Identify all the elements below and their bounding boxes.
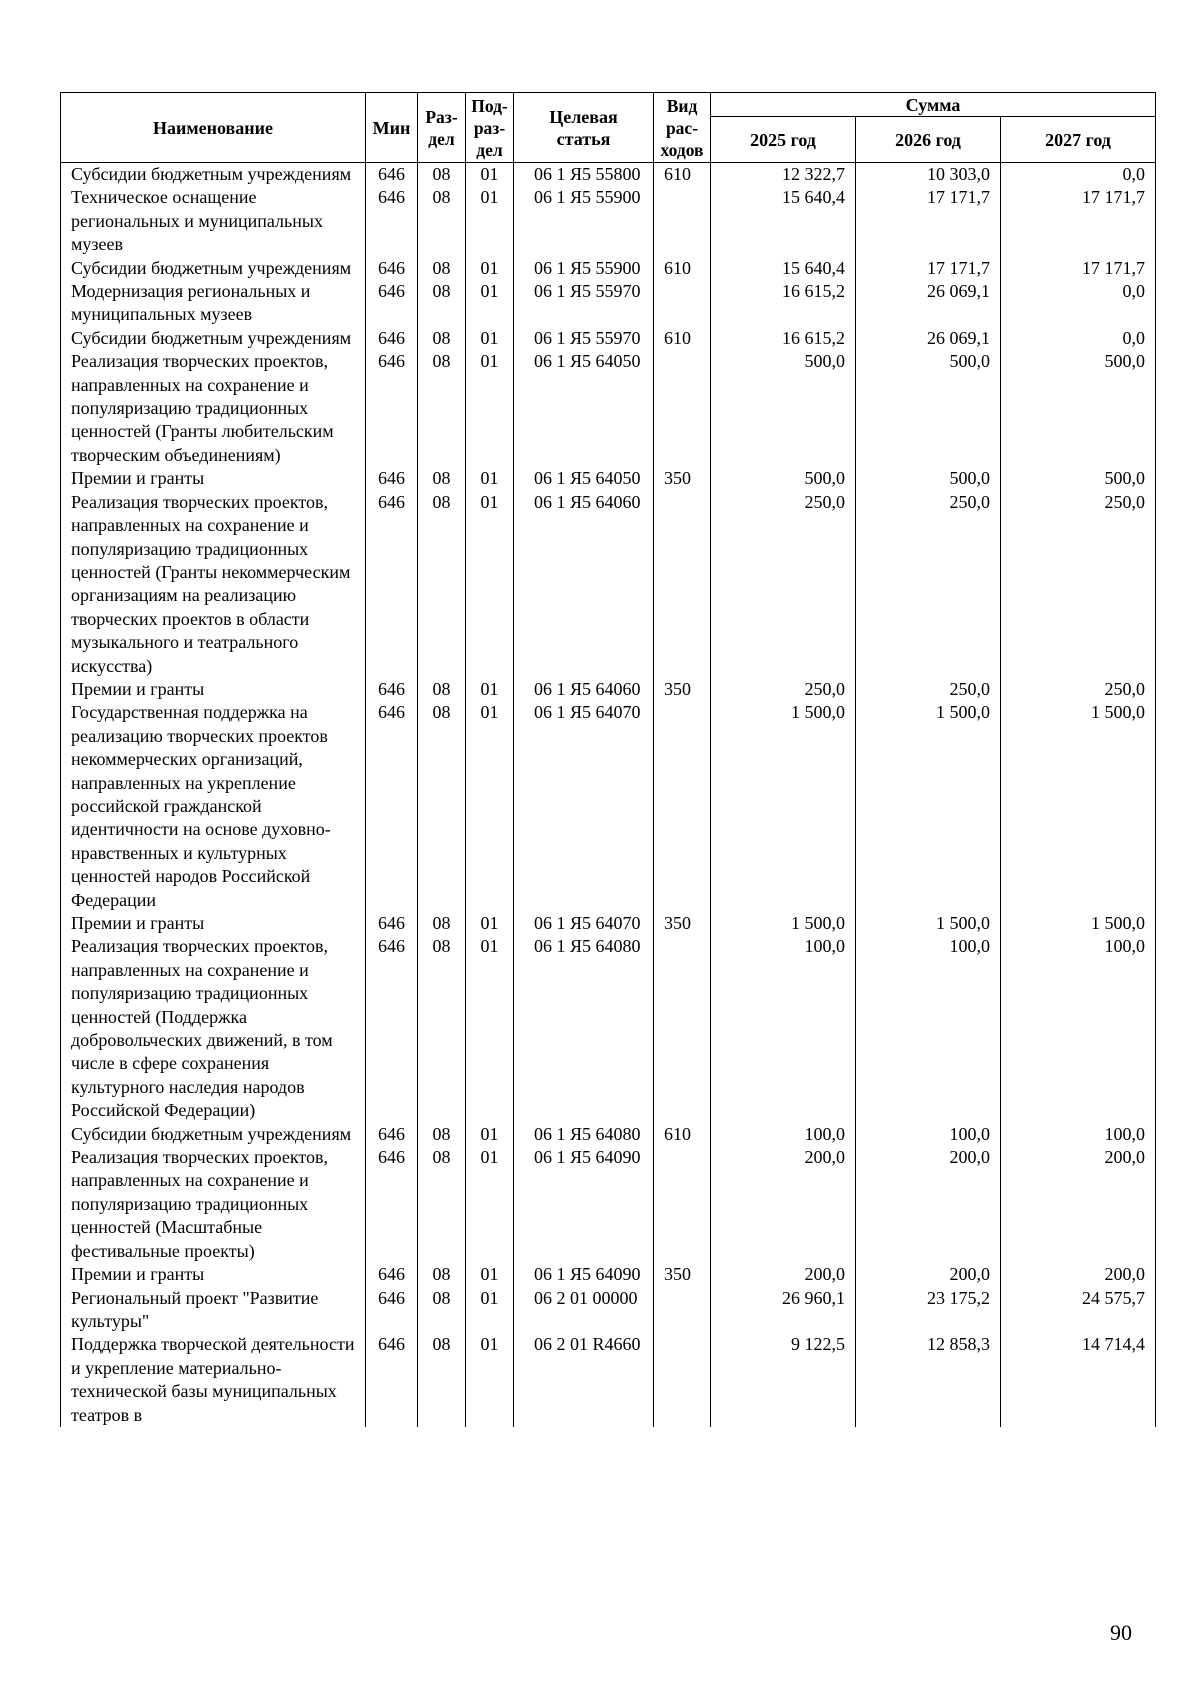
cell-2027: 250,0 xyxy=(1001,491,1156,678)
cell-2026: 1 500,0 xyxy=(856,701,1001,912)
cell-tselevaya-statya: 06 1 Я5 64050 xyxy=(514,350,654,467)
table-row xyxy=(61,186,1156,256)
table-row xyxy=(61,1146,1156,1263)
cell-2027: 200,0 xyxy=(1001,1263,1156,1286)
cell-2027: 17 171,7 xyxy=(1001,186,1156,256)
cell-podrazdel: 01 xyxy=(466,935,514,1122)
cell-podrazdel: 01 xyxy=(466,467,514,490)
table-row xyxy=(61,350,1156,467)
cell-tselevaya-statya: 06 1 Я5 64080 xyxy=(514,935,654,1122)
cell-min: 646 xyxy=(366,1263,418,1286)
table-row xyxy=(61,491,1156,678)
cell-2026: 10 303,0 xyxy=(856,163,1001,187)
cell-name: Государственная поддержка на реализацию творческих проектов некоммерческих организаций, направленных на укрепление российской гражданской идентичности на основе духовно-нравственных и культурных ценностей народов Российской Федерации xyxy=(61,701,366,912)
cell-2026: 250,0 xyxy=(856,491,1001,678)
cell-tselevaya-statya: 06 1 Я5 55900 xyxy=(514,257,654,280)
cell-2027: 100,0 xyxy=(1001,935,1156,1122)
table-row xyxy=(61,1123,1156,1146)
table-body xyxy=(61,163,1156,1427)
cell-2026: 23 175,2 xyxy=(856,1287,1001,1334)
cell-min: 646 xyxy=(366,935,418,1122)
cell-vid-rashodov: 350 xyxy=(654,1263,711,1286)
cell-vid-rashodov xyxy=(654,701,711,912)
cell-vid-rashodov xyxy=(654,1146,711,1263)
cell-2026: 12 858,3 xyxy=(856,1333,1001,1427)
cell-razdel: 08 xyxy=(418,678,466,701)
cell-min: 646 xyxy=(366,678,418,701)
cell-2026: 100,0 xyxy=(856,1123,1001,1146)
table-row xyxy=(61,257,1156,280)
cell-tselevaya-statya: 06 1 Я5 64080 xyxy=(514,1123,654,1146)
cell-vid-rashodov: 610 xyxy=(654,163,711,187)
cell-2026: 26 069,1 xyxy=(856,327,1001,350)
cell-2027: 200,0 xyxy=(1001,1146,1156,1263)
cell-name: Субсидии бюджетным учреждениям xyxy=(61,257,366,280)
table-row xyxy=(61,678,1156,701)
cell-razdel: 08 xyxy=(418,1287,466,1334)
table-row xyxy=(61,280,1156,327)
cell-2025: 16 615,2 xyxy=(711,327,856,350)
cell-min: 646 xyxy=(366,280,418,327)
header-tselevaya-statya: Целевая статья xyxy=(514,93,654,163)
cell-name: Техническое оснащение региональных и муниципальных музеев xyxy=(61,186,366,256)
cell-vid-rashodov: 610 xyxy=(654,327,711,350)
cell-razdel: 08 xyxy=(418,701,466,912)
cell-min: 646 xyxy=(366,912,418,935)
cell-razdel: 08 xyxy=(418,491,466,678)
cell-2027: 17 171,7 xyxy=(1001,257,1156,280)
cell-min: 646 xyxy=(366,1123,418,1146)
cell-2025: 15 640,4 xyxy=(711,257,856,280)
cell-tselevaya-statya: 06 1 Я5 55970 xyxy=(514,280,654,327)
cell-razdel: 08 xyxy=(418,280,466,327)
document-page xyxy=(60,92,1155,1427)
cell-podrazdel: 01 xyxy=(466,912,514,935)
cell-name: Региональный проект "Развитие культуры" xyxy=(61,1287,366,1334)
cell-min: 646 xyxy=(366,327,418,350)
cell-vid-rashodov xyxy=(654,935,711,1122)
cell-name: Реализация творческих проектов, направленных на сохранение и популяризацию традиционных ценностей (Поддержка добровольческих движений, в том числе в сфере сохранения культурного наследия народов Российской Федерации) xyxy=(61,935,366,1122)
cell-2025: 500,0 xyxy=(711,467,856,490)
cell-podrazdel: 01 xyxy=(466,678,514,701)
cell-podrazdel: 01 xyxy=(466,491,514,678)
cell-vid-rashodov: 350 xyxy=(654,912,711,935)
cell-2025: 500,0 xyxy=(711,350,856,467)
cell-tselevaya-statya: 06 2 01 00000 xyxy=(514,1287,654,1334)
table-row xyxy=(61,1263,1156,1286)
cell-razdel: 08 xyxy=(418,1263,466,1286)
cell-min: 646 xyxy=(366,1333,418,1427)
cell-razdel: 08 xyxy=(418,163,466,187)
cell-name: Премии и гранты xyxy=(61,467,366,490)
cell-min: 646 xyxy=(366,467,418,490)
table-row xyxy=(61,912,1156,935)
header-vid-rashodov: Вид рас- ходов xyxy=(654,93,711,163)
header-name: Наименование xyxy=(61,93,366,163)
cell-podrazdel: 01 xyxy=(466,1287,514,1334)
cell-min: 646 xyxy=(366,701,418,912)
table-row xyxy=(61,1333,1156,1427)
cell-razdel: 08 xyxy=(418,1123,466,1146)
cell-name: Премии и гранты xyxy=(61,912,366,935)
cell-2027: 500,0 xyxy=(1001,350,1156,467)
cell-2027: 250,0 xyxy=(1001,678,1156,701)
cell-tselevaya-statya: 06 1 Я5 55970 xyxy=(514,327,654,350)
cell-name: Реализация творческих проектов, направленных на сохранение и популяризацию традиционных ценностей (Гранты любительским творческим объединениям) xyxy=(61,350,366,467)
cell-vid-rashodov: 610 xyxy=(654,1123,711,1146)
cell-2025: 200,0 xyxy=(711,1146,856,1263)
cell-2026: 500,0 xyxy=(856,467,1001,490)
header-podrazdel: Под- раз- дел xyxy=(466,93,514,163)
cell-2025: 100,0 xyxy=(711,935,856,1122)
cell-2027: 1 500,0 xyxy=(1001,912,1156,935)
cell-min: 646 xyxy=(366,1287,418,1334)
cell-2026: 200,0 xyxy=(856,1263,1001,1286)
cell-razdel: 08 xyxy=(418,257,466,280)
cell-razdel: 08 xyxy=(418,327,466,350)
cell-vid-rashodov xyxy=(654,491,711,678)
cell-2025: 15 640,4 xyxy=(711,186,856,256)
cell-razdel: 08 xyxy=(418,186,466,256)
cell-name: Субсидии бюджетным учреждениям xyxy=(61,327,366,350)
cell-2025: 16 615,2 xyxy=(711,280,856,327)
cell-name: Поддержка творческой деятельности и укрепление материально-технической базы муниципальных театров в xyxy=(61,1333,366,1427)
cell-2026: 26 069,1 xyxy=(856,280,1001,327)
cell-min: 646 xyxy=(366,257,418,280)
cell-min: 646 xyxy=(366,186,418,256)
cell-podrazdel: 01 xyxy=(466,280,514,327)
cell-2025: 26 960,1 xyxy=(711,1287,856,1334)
cell-name: Реализация творческих проектов, направленных на сохранение и популяризацию традиционных ценностей (Гранты некоммерческим организациям на реализацию творческих проектов в области музыкального и театрального искусства) xyxy=(61,491,366,678)
cell-min: 646 xyxy=(366,1146,418,1263)
cell-tselevaya-statya: 06 1 Я5 64060 xyxy=(514,491,654,678)
cell-2025: 12 322,7 xyxy=(711,163,856,187)
cell-2026: 17 171,7 xyxy=(856,186,1001,256)
cell-2027: 0,0 xyxy=(1001,327,1156,350)
cell-podrazdel: 01 xyxy=(466,1333,514,1427)
cell-podrazdel: 01 xyxy=(466,701,514,912)
cell-vid-rashodov xyxy=(654,350,711,467)
cell-2027: 100,0 xyxy=(1001,1123,1156,1146)
cell-2026: 250,0 xyxy=(856,678,1001,701)
cell-2025: 100,0 xyxy=(711,1123,856,1146)
cell-razdel: 08 xyxy=(418,912,466,935)
cell-podrazdel: 01 xyxy=(466,186,514,256)
cell-2026: 100,0 xyxy=(856,935,1001,1122)
cell-2026: 1 500,0 xyxy=(856,912,1001,935)
cell-min: 646 xyxy=(366,491,418,678)
cell-podrazdel: 01 xyxy=(466,1263,514,1286)
cell-2027: 24 575,7 xyxy=(1001,1287,1156,1334)
cell-podrazdel: 01 xyxy=(466,350,514,467)
header-summa: Сумма xyxy=(711,93,1156,117)
cell-tselevaya-statya: 06 1 Я5 64070 xyxy=(514,701,654,912)
cell-tselevaya-statya: 06 1 Я5 64070 xyxy=(514,912,654,935)
cell-tselevaya-statya: 06 1 Я5 55800 xyxy=(514,163,654,187)
cell-vid-rashodov: 610 xyxy=(654,257,711,280)
cell-name: Субсидии бюджетным учреждениям xyxy=(61,1123,366,1146)
cell-podrazdel: 01 xyxy=(466,327,514,350)
cell-2025: 1 500,0 xyxy=(711,701,856,912)
header-year-2027: 2027 год xyxy=(1001,117,1156,163)
cell-vid-rashodov xyxy=(654,280,711,327)
cell-podrazdel: 01 xyxy=(466,1146,514,1263)
cell-tselevaya-statya: 06 2 01 R4660 xyxy=(514,1333,654,1427)
cell-2025: 200,0 xyxy=(711,1263,856,1286)
cell-vid-rashodov xyxy=(654,1333,711,1427)
cell-podrazdel: 01 xyxy=(466,257,514,280)
table-row xyxy=(61,467,1156,490)
cell-tselevaya-statya: 06 1 Я5 64090 xyxy=(514,1263,654,1286)
table-row xyxy=(61,935,1156,1122)
cell-2027: 0,0 xyxy=(1001,163,1156,187)
cell-vid-rashodov: 350 xyxy=(654,678,711,701)
table-header xyxy=(61,93,1156,163)
cell-razdel: 08 xyxy=(418,1146,466,1263)
cell-razdel: 08 xyxy=(418,350,466,467)
cell-name: Реализация творческих проектов, направленных на сохранение и популяризацию традиционных ценностей (Масштабные фестивальные проекты) xyxy=(61,1146,366,1263)
table-row xyxy=(61,163,1156,187)
header-year-2026: 2026 год xyxy=(856,117,1001,163)
cell-name: Модернизация региональных и муниципальных музеев xyxy=(61,280,366,327)
cell-min: 646 xyxy=(366,350,418,467)
cell-min: 646 xyxy=(366,163,418,187)
cell-2025: 250,0 xyxy=(711,491,856,678)
header-razdel: Раз- дел xyxy=(418,93,466,163)
cell-2027: 0,0 xyxy=(1001,280,1156,327)
cell-2026: 17 171,7 xyxy=(856,257,1001,280)
cell-tselevaya-statya: 06 1 Я5 55900 xyxy=(514,186,654,256)
cell-razdel: 08 xyxy=(418,467,466,490)
cell-podrazdel: 01 xyxy=(466,1123,514,1146)
cell-tselevaya-statya: 06 1 Я5 64090 xyxy=(514,1146,654,1263)
cell-2025: 9 122,5 xyxy=(711,1333,856,1427)
cell-2025: 1 500,0 xyxy=(711,912,856,935)
cell-2026: 500,0 xyxy=(856,350,1001,467)
cell-2027: 14 714,4 xyxy=(1001,1333,1156,1427)
table-row xyxy=(61,701,1156,912)
cell-tselevaya-statya: 06 1 Я5 64060 xyxy=(514,678,654,701)
cell-tselevaya-statya: 06 1 Я5 64050 xyxy=(514,467,654,490)
table-row xyxy=(61,1287,1156,1334)
cell-vid-rashodov: 350 xyxy=(654,467,711,490)
cell-2025: 250,0 xyxy=(711,678,856,701)
cell-name: Премии и гранты xyxy=(61,1263,366,1286)
budget-table xyxy=(60,92,1156,1427)
cell-razdel: 08 xyxy=(418,1333,466,1427)
cell-razdel: 08 xyxy=(418,935,466,1122)
header-min: Мин xyxy=(366,93,418,163)
cell-name: Премии и гранты xyxy=(61,678,366,701)
page-number: 90 xyxy=(1110,1620,1132,1645)
table-row xyxy=(61,327,1156,350)
cell-2027: 1 500,0 xyxy=(1001,701,1156,912)
header-year-2025: 2025 год xyxy=(711,117,856,163)
cell-podrazdel: 01 xyxy=(466,163,514,187)
cell-vid-rashodov xyxy=(654,186,711,256)
cell-name: Субсидии бюджетным учреждениям xyxy=(61,163,366,187)
cell-2027: 500,0 xyxy=(1001,467,1156,490)
cell-vid-rashodov xyxy=(654,1287,711,1334)
cell-2026: 200,0 xyxy=(856,1146,1001,1263)
